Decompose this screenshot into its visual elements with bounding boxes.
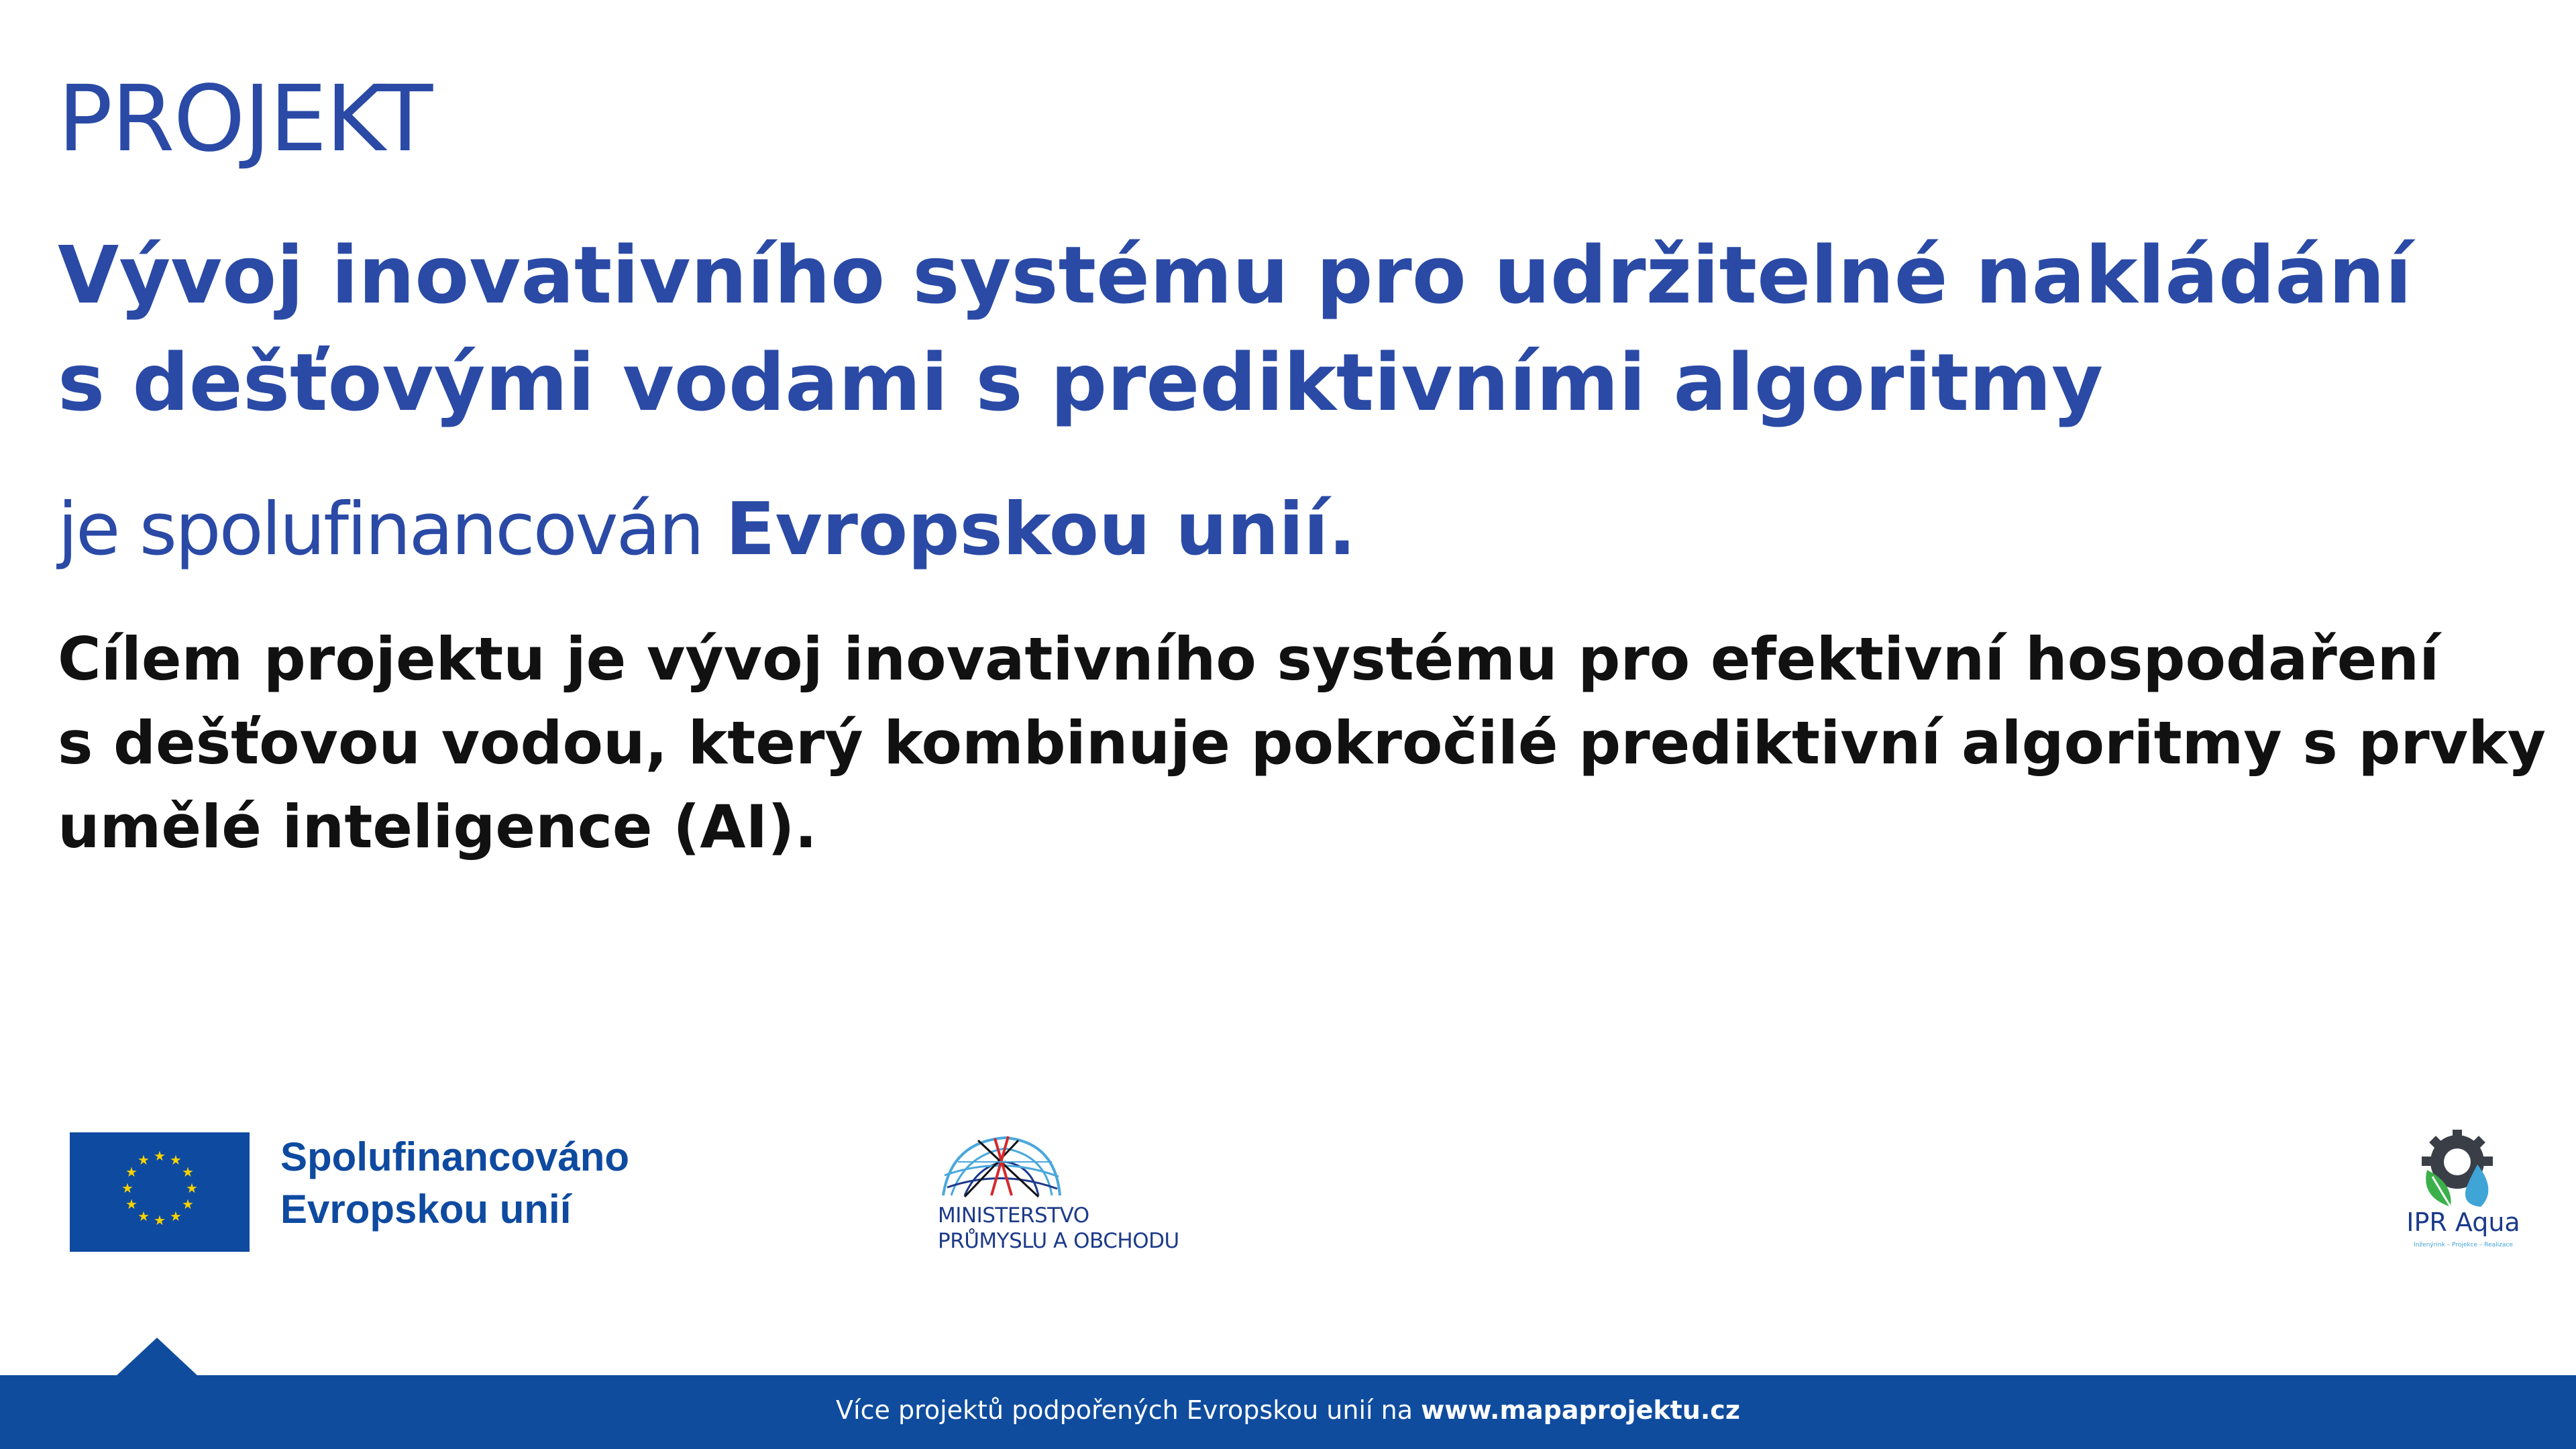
project-title [58,221,2473,436]
svg-text:★: ★ [182,1164,194,1180]
footer-text [0,1394,2576,1426]
svg-text:★: ★ [138,1208,150,1224]
ministry-label-line-1: MINISTERSTVO [938,1203,1089,1228]
project-title-line-1: Vývoj inovativního systému pro udržitelné nakládání [58,229,2412,321]
svg-text:★: ★ [125,1196,138,1212]
footer-link[interactable]: www.mapaprojektu.cz [1421,1395,1740,1425]
footer-notch [115,1338,199,1377]
ipr-aqua-logo [2414,1130,2501,1212]
project-kicker: PROJEKT [58,66,432,172]
eu-flag-logo [70,1132,250,1252]
ministry-globe-logo [938,1128,1065,1202]
project-title-line-2: s dešťovými vodami s prediktivními algoritmy [58,336,2104,429]
svg-text:★: ★ [125,1164,138,1180]
funding-prefix: je spolufinancován [58,488,703,572]
ipr-aqua-tagline: Inženýrink – Projekce – Realizace [2414,1242,2513,1248]
svg-text:★: ★ [186,1180,198,1196]
svg-text:★: ★ [170,1152,182,1168]
ministry-label [938,1203,1179,1254]
svg-text:★: ★ [154,1212,166,1228]
svg-text:★: ★ [154,1148,166,1164]
project-goal-line-3: umělé inteligence (AI). [58,792,817,861]
footer-bar [0,1375,2576,1449]
eu-cofinanced-label [280,1131,629,1236]
eu-stars-icon [70,1132,250,1252]
ministry-label-line-2: PRŮMYSLU A OBCHODU [938,1229,1179,1253]
svg-text:★: ★ [121,1180,133,1196]
svg-text:★: ★ [138,1152,150,1168]
project-goal-line-2: s dešťovou vodou, který kombinuje pokročilé prediktivní algoritmy s prvky [58,708,2546,777]
funding-emphasis: Evropskou unií. [725,488,1356,572]
funding-statement [58,480,1356,580]
eu-label-line-2: Evropskou unií [280,1187,572,1232]
footer-caption: Více projektů podpořených Evropskou unií na [836,1395,1413,1425]
project-goal [58,617,2546,869]
svg-text:★: ★ [182,1196,194,1212]
svg-text:★: ★ [170,1208,182,1224]
eu-label-line-1: Spolufinancováno [280,1134,630,1179]
ipr-aqua-name: IPR Aqua [2406,1208,2520,1237]
project-goal-line-1: Cílem projektu je vývoj inovativního systému pro efektivní hospodaření [58,625,2440,694]
